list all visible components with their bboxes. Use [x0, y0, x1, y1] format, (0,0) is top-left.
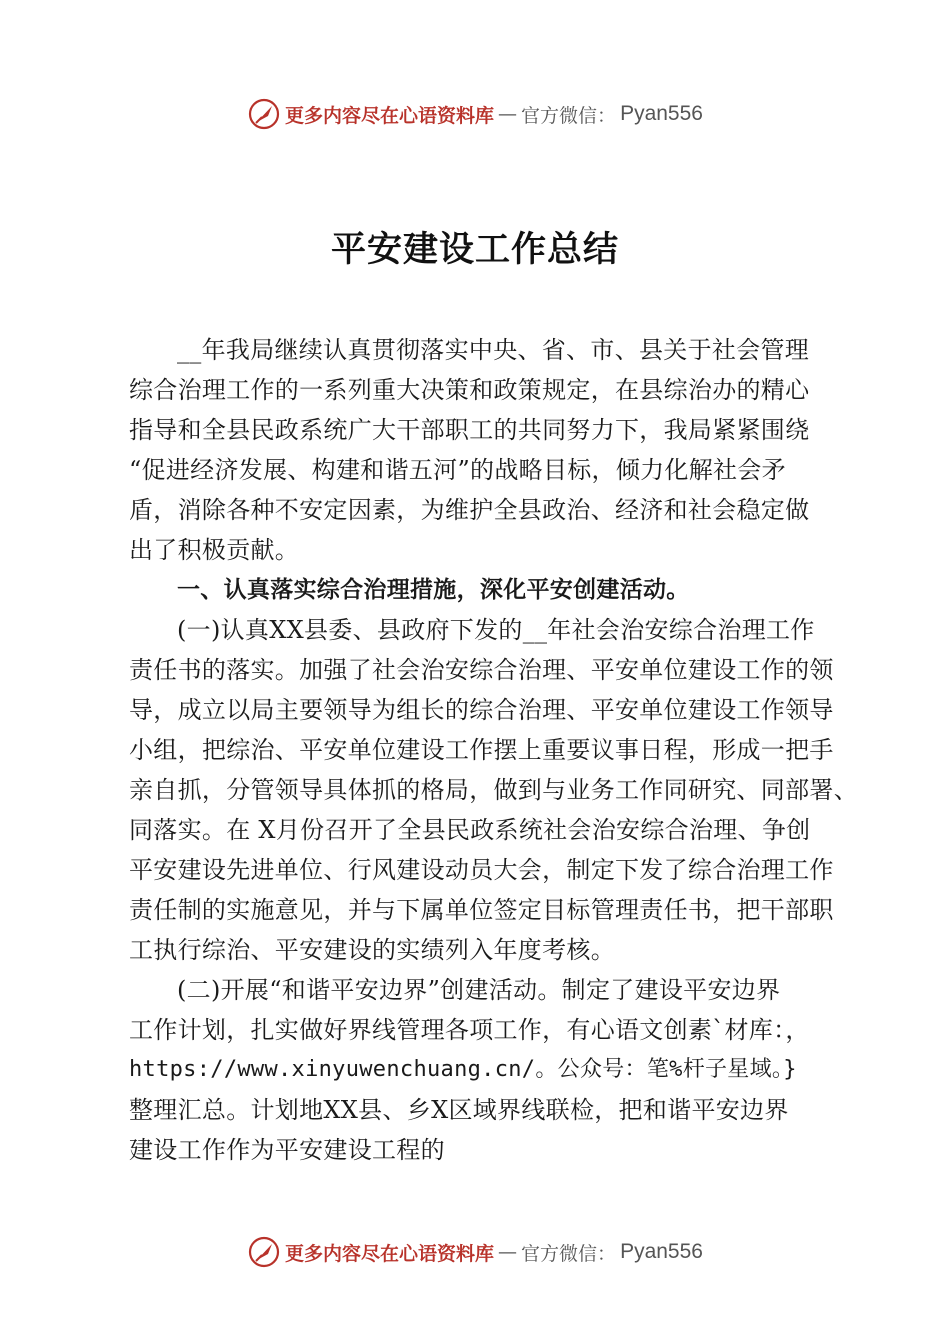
para2-line: 工作计划，扎实做好界线管理各项工作，有心语文创素`材库：， [129, 1016, 810, 1044]
banner-red-text: 更多内容尽在心语资料库 [285, 1242, 495, 1265]
banner-dash: — [498, 1241, 518, 1263]
para1-line: 同落实。在 X月份召开了全县民政系统社会治安综合治理、争创 [129, 816, 811, 844]
section-heading: 一、认真落实综合治理措施，深化平安创建活动。 [177, 577, 690, 603]
para2-line: 建设工作作为平安建设工程的 [129, 1136, 445, 1164]
banner-wechat-label: 官方微信： [521, 1242, 617, 1265]
para1-line: 平安建设先进单位、行风建设动员大会，制定下发了综合治理工作 [129, 856, 834, 884]
intro-line: “促进经济发展、构建和谐五河”的战略目标，倾力化解社会矛 [129, 456, 786, 484]
footer-banner [0, 1232, 950, 1272]
quill-logo-icon [247, 97, 281, 131]
banner-red-text: 更多内容尽在心语资料库 [285, 104, 495, 127]
para1-line: 小组，把综治、平安单位建设工作摆上重要议事日程，形成一把手 [129, 736, 834, 764]
para1-line: 工执行综治、平安建设的实绩列入年度考核。 [129, 936, 615, 964]
header-banner [0, 94, 950, 134]
quill-logo-icon [247, 1235, 281, 1269]
intro-line: 出了积极贡献。 [129, 536, 300, 564]
para1-line: (一)认真XX县委、县政府下发的__年社会治安综合治理工作 [177, 616, 815, 644]
para1-line: 导，成立以局主要领导为组长的综合治理、平安单位建设工作领导 [129, 696, 834, 724]
para1-line: 责任书的落实。加强了社会治安综合治理、平安单位建设工作的领 [129, 656, 834, 684]
document-body [129, 330, 869, 1170]
banner-wechat-account: Pyan556 [620, 1240, 703, 1263]
para2-line: 整理汇总。计划地XX县、乡X区域界线联检，把和谐平安边界 [129, 1096, 789, 1124]
para2-line-url: https://www.xinyuwenchuang.cn/。公众号：笔%杆子星域。} [129, 1057, 797, 1082]
intro-line: 综合治理工作的一系列重大决策和政策规定，在县综治办的精心 [129, 376, 810, 404]
intro-line: 盾，消除各种不安定因素，为维护全县政治、经济和社会稳定做 [129, 496, 810, 524]
para1-line: 亲自抓，分管领导具体抓的格局，做到与业务工作同研究、同部署、 [129, 776, 858, 804]
intro-line: 指导和全县民政系统广大干部职工的共同努力下，我局紧紧围绕 [129, 416, 810, 444]
document-title: 平安建设工作总结 [330, 229, 619, 270]
banner-dash: — [498, 103, 518, 125]
para1-line: 责任制的实施意见，并与下属单位签定目标管理责任书，把干部职 [129, 896, 834, 924]
banner-wechat-account: Pyan556 [620, 102, 703, 125]
para2-line: (二)开展“和谐平安边界”创建活动。制定了建设平安边界 [177, 976, 781, 1004]
intro-line: __年我局继续认真贯彻落实中央、省、市、县关于社会管理 [177, 336, 810, 364]
banner-wechat-label: 官方微信： [521, 104, 617, 127]
